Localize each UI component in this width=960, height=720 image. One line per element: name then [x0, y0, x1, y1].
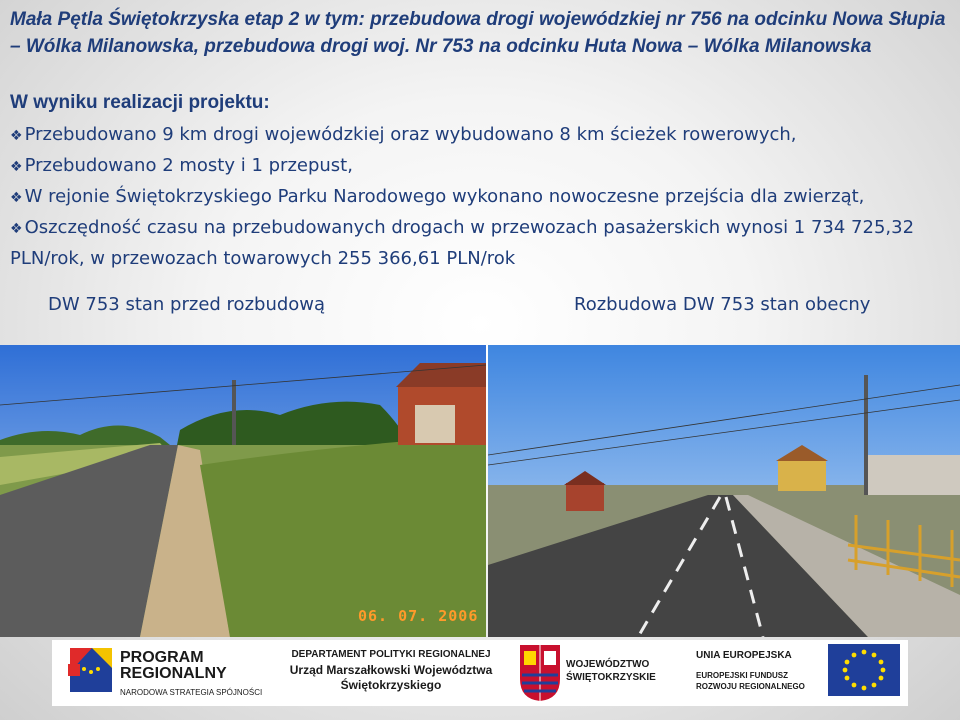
- wojewodztwo-swietokrzyskie-logo: WOJEWÓDZTWO ŚWIĘTOKRZYSKIE: [514, 640, 674, 706]
- slide-subtitle: W wyniku realizacji projektu:: [10, 92, 270, 113]
- coat-of-arms-icon: [518, 643, 562, 703]
- program-regionalny-emblem-icon: [62, 642, 116, 704]
- footer-logo-bar: [52, 640, 908, 706]
- eu-flag-icon: [828, 644, 900, 696]
- diamond-bullet-icon: ❖: [10, 221, 23, 237]
- caption-after: Rozbudowa DW 753 stan obecny: [574, 294, 871, 315]
- diamond-bullet-icon: ❖: [10, 159, 23, 175]
- diamond-bullet-icon: ❖: [10, 128, 23, 144]
- photo-date-stamp: 06. 07. 2006: [358, 607, 479, 625]
- list-item: ❖ Oszczędność czasu na przebudowanych drogach w przewozach pasażerskich wynosi 1 734 725,32 PLN/rok, w przewozach towarowych 255 366,61 PLN/rok: [10, 217, 915, 269]
- urzad-marszalkowski-logo: DEPARTAMENT POLITYKI REGIONALNEJ Urząd Marszałkowski Województwa Świętokrzyskiego: [289, 649, 493, 692]
- unia-europejska-logo: UNIA EUROPEJSKA EUROPEJSKI FUNDUSZ ROZWOJU REGIONALNEGO: [692, 640, 902, 706]
- caption-before: DW 753 stan przed rozbudową: [48, 294, 326, 315]
- photo-road-before: [0, 345, 486, 637]
- slide-title: Mała Pętla Świętokrzyska etap 2 w tym: przebudowa drogi wojewódzkiej nr 756 na odcinku Nowa Słupia – Wólka Milanowska, przebudowa drogi woj. Nr 753 na odcinku Huta Nowa – Wólka Milanowska: [10, 9, 946, 57]
- list-item: ❖ Przebudowano 2 mosty i 1 przepust,: [10, 155, 353, 176]
- list-item: ❖ Przebudowano 9 km drogi wojewódzkiej oraz wybudowano 8 km ścieżek rowerowych,: [10, 124, 797, 145]
- program-regionalny-logo: PROGRAM REGIONALNY NARODOWA STRATEGIA SPÓJNOŚCI: [60, 640, 280, 706]
- photo-road-after: [488, 345, 960, 637]
- results-list: [10, 120, 955, 273]
- list-item: ❖ W rejonie Świętokrzyskiego Parku Narodowego wykonano nowoczesne przejścia dla zwierząt,: [10, 186, 865, 207]
- diamond-bullet-icon: ❖: [10, 190, 23, 206]
